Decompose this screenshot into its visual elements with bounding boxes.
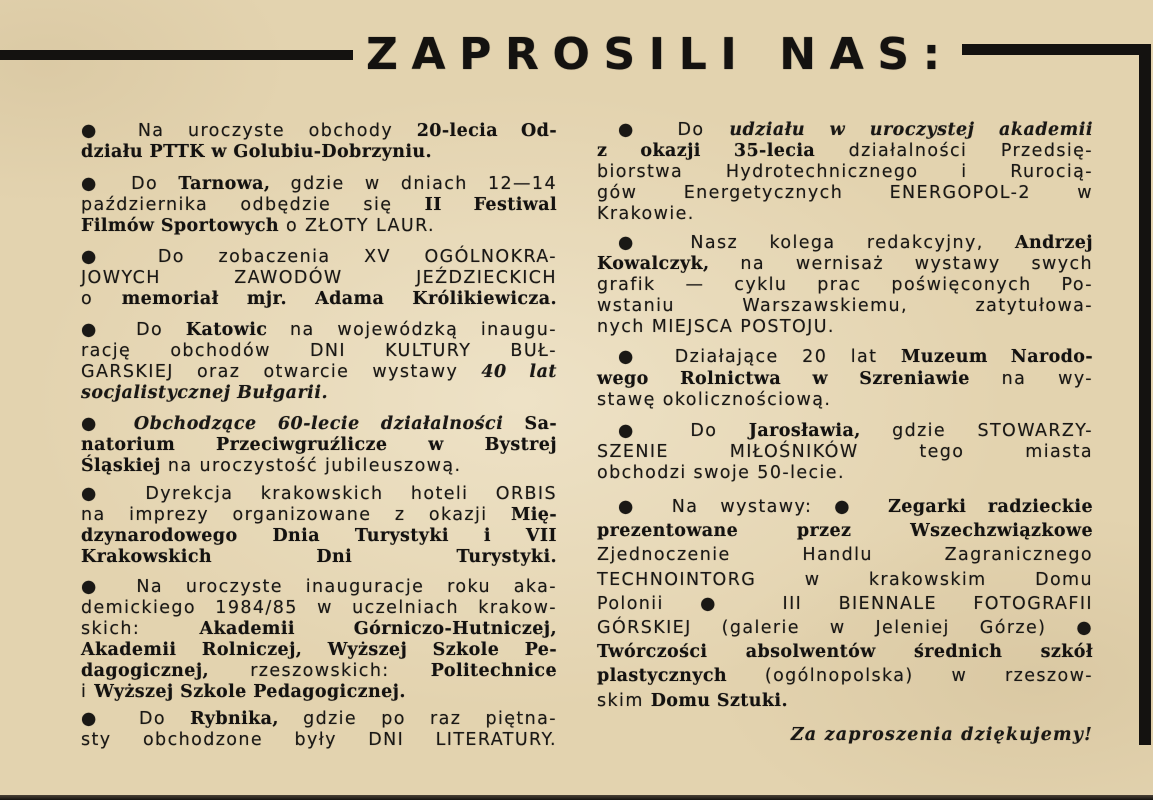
text-run: wstaniu Warszawskiemu, zatytułowa- [597,296,1093,316]
text-run: gdzie po raz piętna- [278,709,557,729]
text-run: ● Działające 20 lat [618,347,901,367]
text-run: skich: [81,619,200,639]
text-run: działalności Przedsię- [815,141,1093,161]
bold-text-run: Akademii Rolniczej, Wyższej Szkole Pe- [81,640,557,660]
announcement-item [81,121,557,163]
text-line [597,296,1093,317]
text-line [81,216,557,237]
text-run: GARSKIEJ oraz otwarcie wystawy [81,362,482,382]
announcement-item [81,484,557,568]
announcement-item [81,174,557,237]
bold-text-run: Twórczości absolwentów średnich szkół [597,642,1093,663]
text-line [81,682,557,703]
announcement-item [81,709,557,751]
text-line [81,709,557,730]
bold-text-run: dagogicznej, [81,661,210,681]
text-line [81,577,557,598]
bold-text-run: Jarosławia, [748,421,861,441]
text-run: października odbędzie się [81,195,425,215]
text-run: ● Na uroczyste inauguracje roku aka- [81,577,557,597]
text-line [597,543,1093,567]
text-run: demickiego 1984/85 w uczelniach krakow- [81,598,557,618]
bold-text-run: Krakowskich Dni Turystyki. [81,547,557,567]
text-run: ● Do [618,421,749,441]
text-run: stawę okolicznościową. [597,390,832,410]
text-line [597,519,1093,543]
text-line [597,233,1093,254]
text-run: na uroczystość jubileuszową. [160,456,462,476]
bold-text-run: memoriał mjr. Adama Królikiewicza. [121,289,557,309]
bold-text-run: Tarnowa, [178,174,271,194]
bold-text-run: Akademii Górniczo-Hutniczej, [199,619,557,639]
text-line [81,619,557,640]
bold-text-run: Zegarki radzieckie [888,497,1093,517]
text-line [597,347,1093,369]
text-line [81,547,557,568]
text-line [597,463,1093,484]
text-line [597,616,1093,640]
text-run: sty obchodzone były DNI LITERATURY. [81,730,557,750]
text-run: obchodzi swoje 50-lecie. [597,463,845,483]
bold-text-run: Domu Sztuki. [650,690,788,711]
text-line [597,120,1093,141]
bold-text-run: Katowic [185,320,268,340]
text-line [597,592,1093,616]
text-run: na imprezy organizowane z okazji [81,505,511,525]
text-run: ● Do [81,709,191,729]
bold-text-run: Andrzej [1015,233,1093,253]
text-line [81,484,557,505]
text-line [81,268,557,289]
text-run: ● Na wystawy: ● [618,497,889,517]
announcement-item [81,414,557,477]
text-line [597,254,1093,275]
bold-text-run: Kowalczyk, [597,254,710,274]
bold-text-run: Wyższej Szkole Pedagogicznej. [94,682,406,702]
text-line [81,526,557,547]
bold-text-run: plastycznych [597,666,727,687]
announcement-item [597,495,1093,713]
text-line [597,275,1093,296]
text-run: Zjednoczenie Handlu Zagranicznego [597,545,1093,566]
text-run: SZENIE MIŁOŚNIKÓW tego miasta [597,442,1093,462]
text-line [597,369,1093,391]
text-run: ● Do [81,320,186,340]
text-line [81,435,557,456]
text-line [81,320,557,341]
text-run: ● Do zobaczenia XV OGÓLNOKRA- [81,247,557,267]
text-line [81,142,557,163]
text-line [597,664,1093,688]
bold-text-run: Filmów Sportowych [81,216,280,236]
text-line [597,442,1093,463]
text-run: biorstwa Hydrotechnicznego i Rurocią- [597,162,1093,182]
bold-text-run: Mię- [510,505,557,525]
italic-text-run: Obchodzące 60-lecie działalności [133,414,525,434]
text-line [81,640,557,661]
bold-text-run: 20-lecia Od- [416,121,557,141]
text-run: ● [81,414,134,434]
text-line [81,414,557,435]
announcement-item [597,120,1093,225]
text-line [597,390,1093,412]
text-run: rację obchodów DNI KULTURY BUŁ- [81,341,557,361]
bold-text-run: działu PTTK w Golubiu-Dobrzyniu. [81,142,433,162]
bold-text-run: dzynarodowego Dnia Turystyki i VII [81,526,557,546]
text-run: nych MIEJSCA POSTOJU. [597,317,835,337]
closing-note: Za zaproszenia dziękujemy! [790,725,1093,745]
text-run: ● Do [618,120,730,140]
text-run: ● Nasz kolega redakcyjny, [618,233,1016,253]
text-run: o [81,289,122,309]
text-run: TECHNOINTORG w krakowskim Domu [597,569,1093,590]
text-line [597,141,1093,162]
text-line [597,162,1093,183]
bold-text-run: natorium Przeciwgruźlicze w Bystrej [81,435,557,455]
bold-text-run: Sa- [524,414,557,434]
bold-text-run: Muzeum Narodo- [900,347,1094,367]
text-run: skim [597,690,651,711]
text-run: grafik — cyklu prac poświęconych Po- [597,275,1093,295]
text-line [81,456,557,477]
text-run: (ogólnopolska) w rzeszow- [727,666,1093,687]
bold-text-run: Śląskiej [81,456,161,476]
bold-text-run: z okazji 35-lecia [597,141,816,161]
text-line [81,174,557,195]
text-run: Krakowie. [597,204,695,224]
text-run: JOWYCH ZAWODÓW JEŹDZIECKICH [81,268,557,288]
announcement-item [597,233,1093,338]
italic-text-run: 40 lat [481,362,557,382]
bottom-edge [0,795,1153,800]
text-run: na wojewódzką inaugu- [267,320,557,340]
bold-text-run: II Festiwal [424,195,558,215]
text-line [597,183,1093,204]
text-line [81,598,557,619]
announcement-item [597,347,1093,412]
text-line [81,505,557,526]
bold-text-run: wego Rolnictwa w Szreniawie [597,368,970,389]
text-line [597,640,1093,664]
column-right [597,0,1093,800]
text-run: gów Energetycznych ENERGOPOL-2 w [597,183,1093,203]
page-title: ZAPROSILI NAS: [366,29,954,80]
announcement-item [81,247,557,310]
text-line [81,661,557,682]
text-run: Polonii ● III BIENNALE FOTOGRAFII [597,593,1093,614]
text-line [597,421,1093,442]
text-run: rzeszowskich: [209,661,431,681]
text-line [597,568,1093,592]
text-run: ● Na uroczyste obchody [81,121,417,141]
text-line [81,289,557,310]
text-line [81,730,557,751]
bold-text-run: Politechnice [430,661,557,681]
text-line [81,247,557,268]
text-run: o ZŁOTY LAUR. [279,216,436,236]
text-run: i [81,682,95,702]
bold-text-run: Rybnika, [190,709,279,729]
announcement-item [81,320,557,404]
side-rule [1139,44,1151,745]
text-line [81,362,557,383]
announcement-item [597,421,1093,484]
text-run: na wy- [969,368,1093,389]
column-left [81,0,557,800]
italic-text-run: socjalistycznej Bułgarii. [81,383,329,403]
text-line [81,383,557,404]
text-line [597,204,1093,225]
text-line [81,341,557,362]
text-run: gdzie STOWARZY- [860,421,1094,441]
text-line [597,495,1093,519]
text-line [81,121,557,142]
text-line [597,317,1093,338]
text-run: gdzie w dniach 12—14 [270,174,558,194]
bold-text-run: prezentowane przez Wszechzwiązkowe [597,521,1093,542]
italic-text-run: udziału w uroczystej akademii [729,120,1093,140]
text-run: GÓRSKIEJ (galerie w Jeleniej Górze) ● [597,617,1093,638]
text-run: na wernisaż wystawy swych [709,254,1093,274]
announcement-item [81,577,557,703]
text-line [81,195,557,216]
text-run: ● Do [81,174,179,194]
text-line [597,689,1093,713]
text-run: ● Dyrekcja krakowskich hoteli ORBIS [81,484,557,504]
